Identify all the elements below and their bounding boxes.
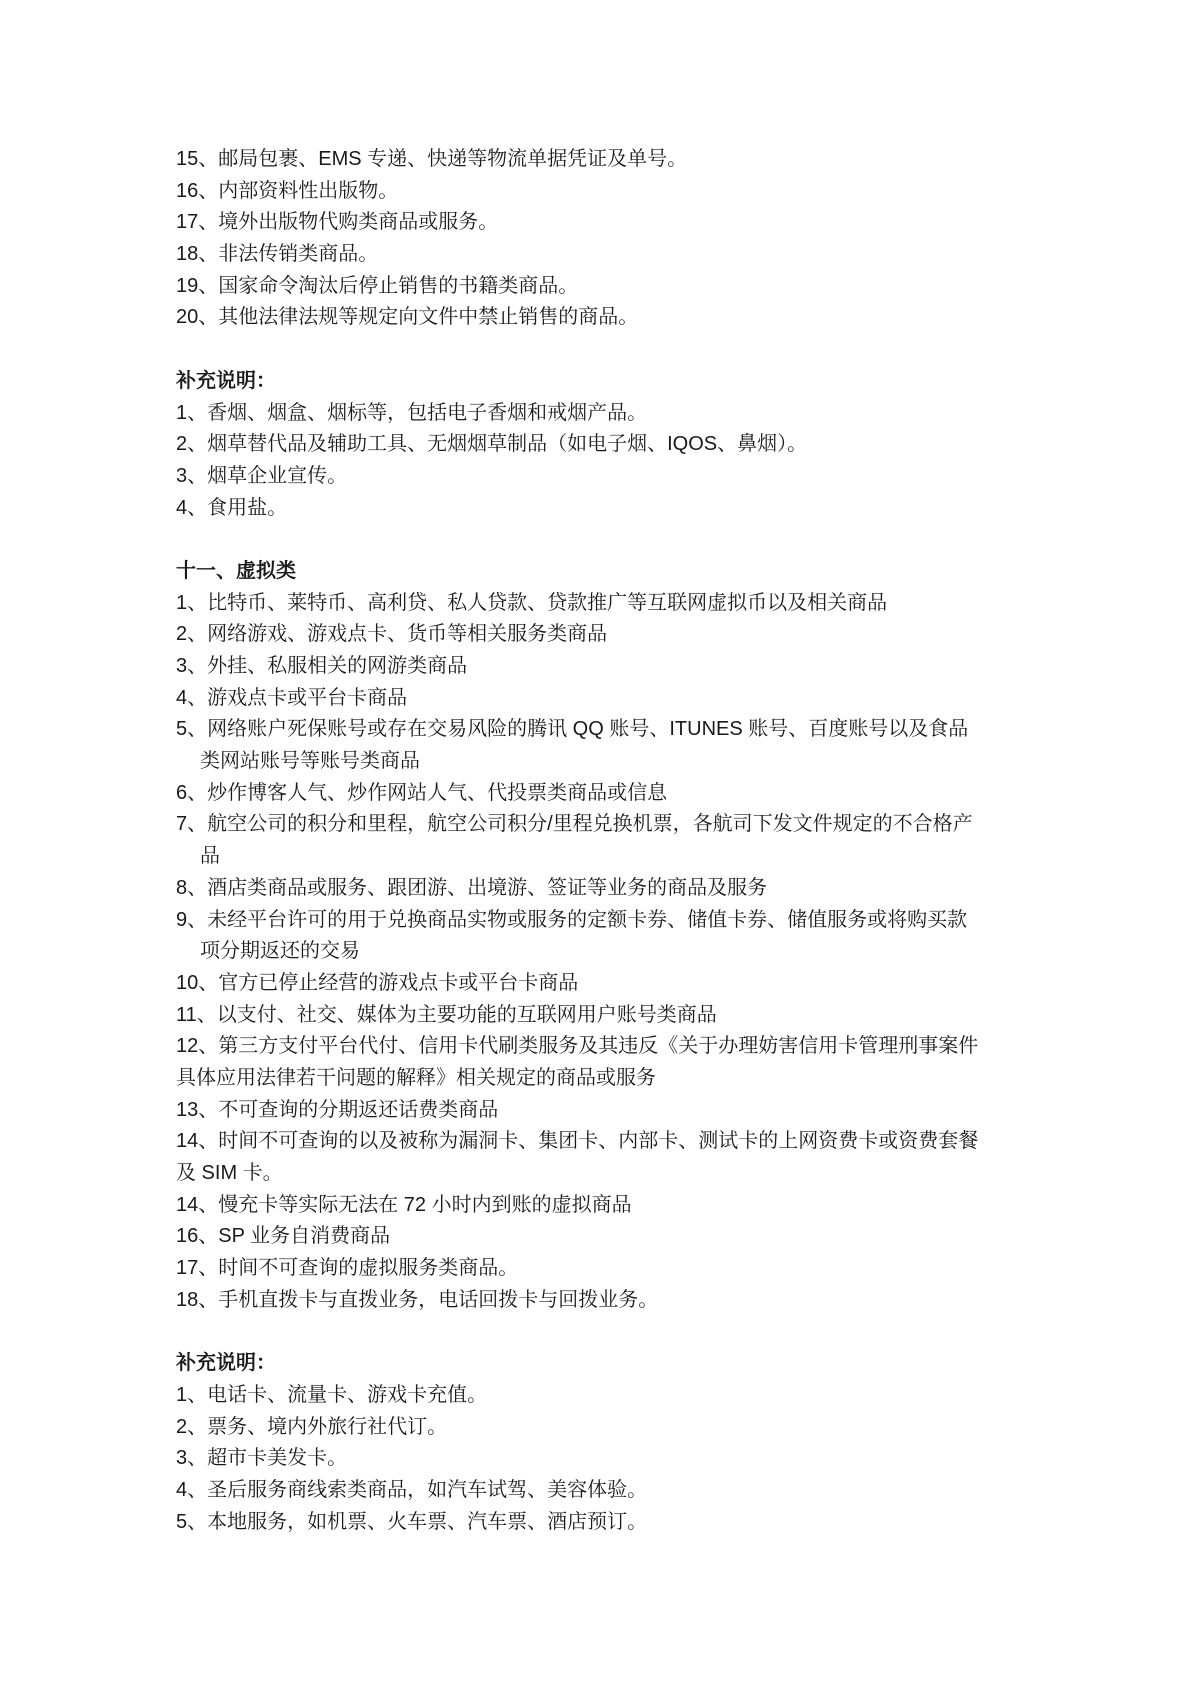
item-text: 4、游戏点卡或平台卡商品 — [176, 686, 408, 709]
item-text: 18、手机直拨卡与直拨业务，电话回拨卡与回拨业务。 — [176, 1288, 659, 1311]
blank-line — [176, 334, 1036, 366]
item-text: 3、烟草企业宣传。 — [176, 464, 348, 487]
list-item — [176, 429, 1036, 461]
item-text: 16、内部资料性出版物。 — [176, 179, 399, 202]
item-text: 5、本地服务，如机票、火车票、汽车票、酒店预订。 — [176, 1510, 648, 1533]
item-text-continuation: 及 SIM 卡。 — [176, 1162, 283, 1184]
list-item — [176, 398, 1036, 430]
item-text-continuation: 品 — [200, 845, 220, 868]
item-text-continuation: 项分期返还的交易 — [200, 940, 360, 963]
item-text: 14、时间不可查询的以及被称为漏洞卡、集团卡、内部卡、测试卡的上网资费卡或资费套餐 — [176, 1130, 979, 1153]
list-item — [176, 461, 1036, 493]
list-item — [176, 619, 1036, 651]
list-item — [176, 651, 1036, 683]
list-item — [176, 1031, 1036, 1094]
item-text: 6、炒作博客人气、炒作网站人气、代投票类商品或信息 — [176, 781, 668, 804]
section-heading — [176, 556, 1036, 588]
item-text: 2、票务、境内外旅行社代订。 — [176, 1415, 448, 1438]
list-item — [176, 176, 1036, 208]
item-text: 12、第三方支付平台代付、信用卡代刷类服务及其违反《关于办理妨害信用卡管理刑事案件 — [176, 1035, 979, 1058]
list-item — [176, 1412, 1036, 1444]
item-text: 20、其他法律法规等规定向文件中禁止销售的商品。 — [176, 306, 639, 329]
list-item — [176, 493, 1036, 525]
item-text: 2、烟草替代品及辅助工具、无烟烟草制品（如电子烟、IQOS、鼻烟）。 — [176, 433, 808, 456]
item-text-continuation: 类网站账号等账号类商品 — [200, 750, 420, 773]
list-item — [176, 1443, 1036, 1475]
document-page — [176, 144, 1036, 1538]
list-item — [176, 588, 1036, 620]
list-item — [176, 1000, 1036, 1032]
item-text: 4、圣后服务商线索类商品，如汽车试驾、美容体验。 — [176, 1478, 648, 1501]
item-text: 1、电话卡、流量卡、游戏卡充值。 — [176, 1383, 488, 1406]
item-text: 3、外挂、私服相关的网游类商品 — [176, 655, 468, 677]
list-item — [176, 1095, 1036, 1127]
item-text: 补充说明： — [176, 369, 276, 392]
list-item — [176, 1507, 1036, 1539]
list-item — [176, 1190, 1036, 1222]
list-item — [176, 1221, 1036, 1253]
list-item — [176, 239, 1036, 271]
item-text: 17、境外出版物代购类商品或服务。 — [176, 211, 499, 234]
item-text: 4、食用盐。 — [176, 496, 288, 519]
item-text: 15、邮局包裹、EMS 专递、快递等物流单据凭证及单号。 — [176, 148, 688, 170]
list-item — [176, 302, 1036, 334]
item-text: 1、比特币、莱特币、高利贷、私人贷款、贷款推广等互联网虚拟币以及相关商品 — [176, 591, 888, 614]
list-item — [176, 144, 1036, 176]
item-text: 十一、虚拟类 — [176, 559, 296, 582]
section-heading — [176, 1348, 1036, 1380]
item-text: 17、时间不可查询的虚拟服务类商品。 — [176, 1257, 519, 1280]
item-text: 3、超市卡美发卡。 — [176, 1447, 348, 1470]
item-text: 16、SP 业务自消费商品 — [176, 1225, 391, 1248]
list-item — [176, 1285, 1036, 1317]
list-item — [176, 1475, 1036, 1507]
item-text: 7、航空公司的积分和里程，航空公司积分/里程兑换机票，各航司下发文件规定的不合格产 — [176, 813, 973, 836]
item-text: 11、以支付、社交、媒体为主要功能的互联网用户账号类商品 — [176, 1003, 717, 1026]
section-heading — [176, 366, 1036, 398]
item-text: 8、酒店类商品或服务、跟团游、出境游、签证等业务的商品及服务 — [176, 876, 768, 899]
blank-line — [176, 1316, 1036, 1348]
list-item — [176, 1253, 1036, 1285]
item-text: 9、未经平台许可的用于兑换商品实物或服务的定额卡券、储值卡券、储值服务或将购买款 — [176, 908, 968, 931]
list-item — [176, 1126, 1036, 1189]
item-text: 19、国家命令淘汰后停止销售的书籍类商品。 — [176, 274, 579, 297]
list-item — [176, 683, 1036, 715]
item-text: 补充说明： — [176, 1352, 276, 1375]
list-item — [176, 1380, 1036, 1412]
blank-line — [176, 524, 1036, 556]
list-item — [176, 778, 1036, 810]
item-text-continuation: 具体应用法律若干问题的解释》相关规定的商品或服务 — [176, 1066, 656, 1089]
item-text: 13、不可查询的分期返还话费类商品 — [176, 1098, 499, 1121]
item-text: 18、非法传销类商品。 — [176, 243, 379, 266]
list-item — [176, 271, 1036, 303]
list-item — [176, 207, 1036, 239]
list-item — [176, 968, 1036, 1000]
item-text: 5、网络账户死保账号或存在交易风险的腾讯 QQ 账号、ITUNES 账号、百度账号以及食品 — [176, 718, 969, 741]
list-item — [176, 873, 1036, 905]
list-item — [176, 905, 1036, 968]
list-item — [176, 809, 1036, 872]
list-item — [176, 714, 1036, 777]
item-text: 2、网络游戏、游戏点卡、货币等相关服务类商品 — [176, 623, 608, 646]
item-text: 10、官方已停止经营的游戏点卡或平台卡商品 — [176, 971, 579, 994]
item-text: 14、慢充卡等实际无法在 72 小时内到账的虚拟商品 — [176, 1193, 632, 1216]
item-text: 1、香烟、烟盒、烟标等，包括电子香烟和戒烟产品。 — [176, 401, 648, 424]
